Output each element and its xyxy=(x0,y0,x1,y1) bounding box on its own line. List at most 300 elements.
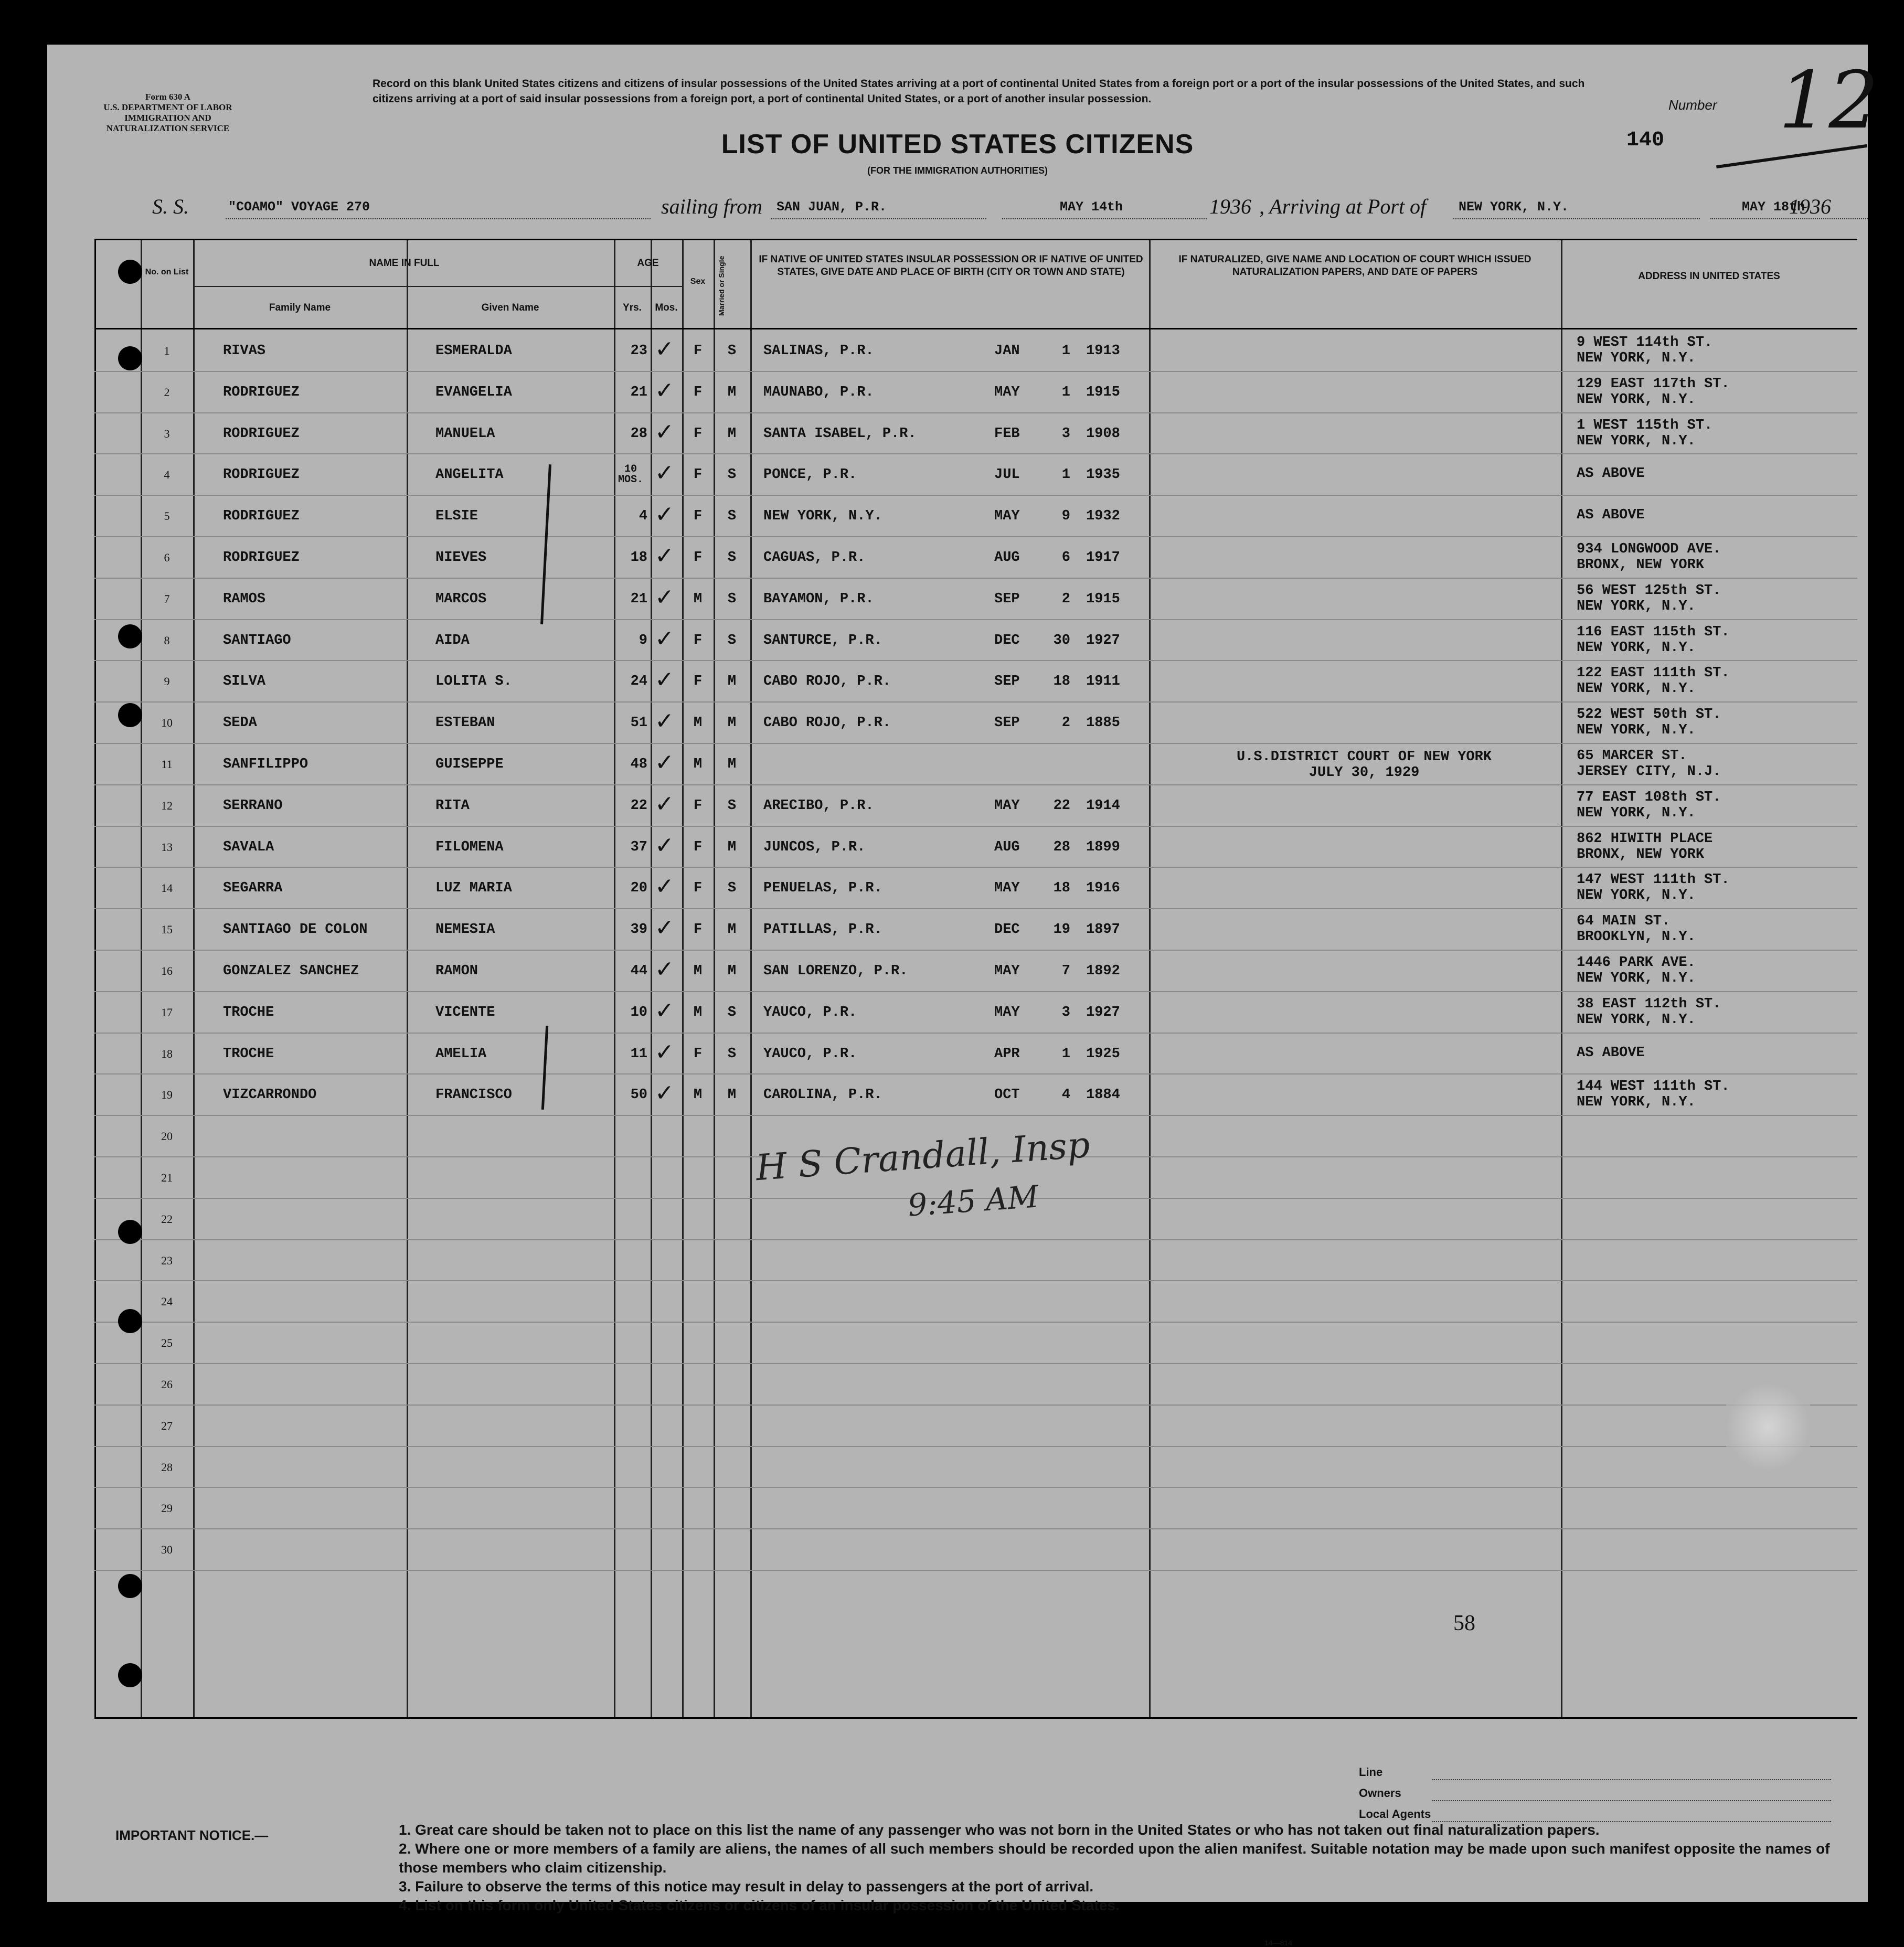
family-name: RODRIGUEZ xyxy=(223,550,300,566)
sailing-label: sailing from xyxy=(661,195,762,218)
age-years: 4 xyxy=(639,508,647,525)
sex: M xyxy=(693,1087,703,1103)
line-field xyxy=(1359,1765,1831,1786)
married-single: M xyxy=(727,425,737,442)
row-number: 18 xyxy=(161,1047,173,1060)
form-id-line: Form 630 A xyxy=(145,92,190,102)
given-name: MANUELA xyxy=(435,425,495,442)
birth-month: JUL xyxy=(994,467,1020,483)
check-mark: ✓ xyxy=(655,460,674,487)
check-mark: ✓ xyxy=(655,542,674,569)
age-years: 21 xyxy=(630,384,647,400)
line-owners-agents-block xyxy=(1359,1765,1831,1828)
table-row xyxy=(94,1488,1857,1529)
address-line-1: 122 EAST 111th ST. xyxy=(1577,665,1730,682)
given-name: RAMON xyxy=(435,963,478,979)
birth-year: 1917 xyxy=(1086,550,1120,566)
table-row xyxy=(94,413,1857,454)
form-id-line: U.S. DEPARTMENT OF LABOR xyxy=(103,102,232,112)
row-number: 13 xyxy=(161,840,173,854)
row-number: 22 xyxy=(161,1212,173,1226)
check-mark: ✓ xyxy=(655,708,674,735)
row-number: 20 xyxy=(161,1130,173,1143)
married-single: M xyxy=(727,674,737,690)
birth-month: MAY xyxy=(994,963,1020,979)
birth-place: CAGUAS, P.R. xyxy=(763,550,866,566)
address-line-1: 38 EAST 112th ST. xyxy=(1577,996,1721,1012)
birth-month xyxy=(994,744,1041,785)
table-row xyxy=(94,785,1857,826)
owners-dotted xyxy=(1432,1800,1831,1801)
header-sex: Sex xyxy=(690,277,706,286)
address-line-1: AS ABOVE xyxy=(1577,466,1645,482)
birth-day: 28 xyxy=(1053,839,1070,855)
table-row xyxy=(94,661,1857,702)
address-line-1: 1 WEST 115th ST. xyxy=(1577,417,1713,433)
birth-month: FEB xyxy=(994,425,1020,442)
given-name: FRANCISCO xyxy=(435,1087,512,1103)
married-single: S xyxy=(727,591,737,607)
form-id-line: IMMIGRATION AND xyxy=(124,113,211,123)
punch-hole xyxy=(118,260,142,284)
arrive-date: MAY 18th xyxy=(1742,199,1805,215)
birth-year: 1935 xyxy=(1086,467,1120,483)
age-years: 23 xyxy=(630,343,647,359)
address-line-2: NEW YORK, N.Y. xyxy=(1577,640,1696,656)
name-subheader-rule xyxy=(193,286,615,287)
address-line-1: 862 HIWITH PLACE xyxy=(1577,831,1713,847)
family-name: RIVAS xyxy=(223,343,266,359)
sex: F xyxy=(693,343,703,359)
married-single: S xyxy=(727,550,737,566)
from-port: SAN JUAN, P.R. xyxy=(777,199,887,215)
table-row xyxy=(94,1323,1857,1364)
birth-place: SANTA ISABEL, P.R. xyxy=(763,425,917,442)
birth-day: 22 xyxy=(1053,797,1070,814)
birth-year: 1916 xyxy=(1086,880,1120,897)
manifest-page xyxy=(47,45,1879,1947)
check-mark: ✓ xyxy=(655,832,674,859)
table-row xyxy=(94,331,1857,371)
birth-month: MAY xyxy=(994,384,1020,400)
row-number: 17 xyxy=(161,1005,173,1019)
given-name: ESMERALDA xyxy=(435,343,512,359)
row-number: 26 xyxy=(161,1378,173,1391)
married-single: M xyxy=(727,715,737,731)
row-number: 5 xyxy=(164,509,170,523)
given-name: ANGELITA xyxy=(435,467,504,483)
family-name: GONZALEZ SANCHEZ xyxy=(223,963,359,979)
arrive-port-line xyxy=(1453,218,1700,219)
table-border-top xyxy=(94,239,1857,240)
manifest-table xyxy=(94,239,1857,1718)
table-row xyxy=(94,496,1857,537)
age-years: 51 xyxy=(630,715,647,731)
header-bottom-rule xyxy=(94,328,1857,329)
address-line-2: BRONX, NEW YORK xyxy=(1577,846,1705,863)
birth-year: 1897 xyxy=(1086,922,1120,938)
birth-year: 1915 xyxy=(1086,384,1120,400)
family-name: VIZCARRONDO xyxy=(223,1087,317,1103)
sex: F xyxy=(693,797,703,814)
address-line-1: 65 MARCER ST. xyxy=(1577,748,1687,764)
birth-day: 1 xyxy=(1061,343,1070,359)
row-number: 10 xyxy=(161,716,173,730)
married-single: S xyxy=(727,632,737,648)
table-row xyxy=(94,1074,1857,1115)
family-name: SAVALA xyxy=(223,839,274,855)
address-line-1: 77 EAST 108th ST. xyxy=(1577,789,1721,805)
given-name: NEMESIA xyxy=(435,922,495,938)
table-row xyxy=(94,744,1857,785)
check-mark: ✓ xyxy=(655,625,674,652)
birth-day: 3 xyxy=(1061,425,1070,442)
sex: F xyxy=(693,922,703,938)
birth-month: SEP xyxy=(994,674,1020,690)
row-number: 23 xyxy=(161,1253,173,1267)
birth-day: 2 xyxy=(1061,591,1070,607)
birth-year: 1915 xyxy=(1086,591,1120,607)
number-value: 12 xyxy=(1779,55,1879,146)
birth-month: AUG xyxy=(994,550,1020,566)
address-line-2: NEW YORK, N.Y. xyxy=(1577,391,1696,408)
married-single: S xyxy=(727,467,737,483)
sex: F xyxy=(693,632,703,648)
header-age: AGE xyxy=(637,258,659,269)
address-line-1: 56 WEST 125th ST. xyxy=(1577,582,1721,599)
table-row xyxy=(94,537,1857,578)
header-birth: IF NATIVE OF UNITED STATES INSULAR POSSESSION OR IF NATIVE OF UNITED STATES, GIVE DATE AND PLACE OF BIRTH (CITY OR TOWN AND STATE) xyxy=(759,254,1143,278)
address-line-2: NEW YORK, N.Y. xyxy=(1577,1094,1696,1111)
birth-place: SANTURCE, P.R. xyxy=(763,632,882,648)
birth-day: 1 xyxy=(1061,1046,1070,1062)
birth-place: SALINAS, P.R. xyxy=(763,343,874,359)
married-single: M xyxy=(727,963,737,979)
address-line-2: NEW YORK, N.Y. xyxy=(1577,888,1696,904)
punch-hole xyxy=(118,1309,142,1333)
family-name: RODRIGUEZ xyxy=(223,508,300,525)
birth-year: 1885 xyxy=(1086,715,1120,731)
print-code: 14—814 xyxy=(1264,1939,1292,1947)
given-name: AIDA xyxy=(435,632,470,648)
punch-hole xyxy=(118,703,142,727)
sex: F xyxy=(693,550,703,566)
birth-month: OCT xyxy=(994,1087,1020,1103)
age-years: 10 xyxy=(630,1004,647,1020)
address-line-2: NEW YORK, N.Y. xyxy=(1577,1012,1696,1028)
married-single: M xyxy=(727,922,737,938)
punch-hole xyxy=(118,346,142,370)
family-name: SANFILIPPO xyxy=(223,757,309,772)
row-rule xyxy=(94,1570,1857,1571)
age-years: 37 xyxy=(630,839,647,855)
sex: F xyxy=(693,384,703,400)
faded-stamp xyxy=(1726,1382,1810,1472)
birth-year: 1892 xyxy=(1086,963,1120,979)
birth-year: 1925 xyxy=(1086,1046,1120,1062)
address-line-1: 64 MAIN ST. xyxy=(1577,913,1671,930)
address-line-2: NEW YORK, N.Y. xyxy=(1577,805,1696,821)
family-name: RODRIGUEZ xyxy=(223,384,300,400)
check-mark: ✓ xyxy=(655,418,674,445)
birth-day: 1 xyxy=(1061,384,1070,400)
sex: M xyxy=(693,715,703,731)
age-years: 9 xyxy=(639,632,647,648)
given-name: NIEVES xyxy=(435,550,487,566)
married-single: S xyxy=(727,797,737,814)
birth-day: 4 xyxy=(1061,1087,1070,1103)
family-name: SERRANO xyxy=(223,797,283,814)
table-row xyxy=(94,992,1857,1033)
birth-year: 1913 xyxy=(1086,343,1120,359)
birth-place: CAROLINA, P.R. xyxy=(763,1087,882,1103)
check-mark: ✓ xyxy=(655,790,674,817)
header-naturalized: IF NATURALIZED, GIVE NAME AND LOCATION OF COURT WHICH ISSUED NATURALIZATION PAPERS, AND DATE OF PAPERS xyxy=(1178,254,1531,278)
notice-item: 3. Failure to observe the terms of this notice may result in delay to passengers at the port of arrival. xyxy=(399,1878,1094,1895)
given-name: GUISEPPE xyxy=(435,757,504,772)
row-number: 12 xyxy=(161,799,173,812)
table-row xyxy=(94,1281,1857,1322)
address-line-1: AS ABOVE xyxy=(1577,507,1645,524)
punch-hole xyxy=(118,1663,142,1687)
given-name: LOLITA S. xyxy=(435,674,512,690)
birth-day: 2 xyxy=(1061,715,1070,731)
page-number: 58 xyxy=(1453,1611,1475,1635)
given-name: EVANGELIA xyxy=(435,384,512,400)
header-married-single: Married or Single xyxy=(717,256,726,316)
header-address: ADDRESS IN UNITED STATES xyxy=(1638,271,1780,282)
row-number: 4 xyxy=(164,468,170,482)
notice-item: 1. Great care should be taken not to place on this list the name of any passenger who was not born in the United States or who has not taken out final naturalization papers. xyxy=(399,1822,1600,1838)
age-years: 21 xyxy=(630,591,647,607)
address-line-2: NEW YORK, N.Y. xyxy=(1577,971,1696,986)
extra-number: 140 xyxy=(1626,129,1665,152)
intro-text: Record on this blank United States citizens and citizens of insular possessions of the United States arriving at a port of continental United States from a foreign port or a port of the insular possessions of the United States, and such citizens arriving at a port of said insular possessions from a foreign port, a port of continental United States, or a port of another insular possession. xyxy=(373,78,1585,105)
table-row xyxy=(94,703,1857,743)
birth-day: 1 xyxy=(1061,467,1070,483)
notice-list xyxy=(399,1821,1847,1915)
sex: F xyxy=(693,508,703,525)
sex: F xyxy=(693,839,703,855)
sex: F xyxy=(693,880,703,897)
table-row xyxy=(94,1034,1857,1074)
check-mark: ✓ xyxy=(655,377,674,404)
birth-year xyxy=(1086,744,1144,785)
address-line-2: NEW YORK, N.Y. xyxy=(1577,681,1696,697)
birth-month: MAY xyxy=(994,508,1020,525)
family-name: SANTIAGO DE COLON xyxy=(223,922,368,938)
birth-place: JUNCOS, P.R. xyxy=(763,839,866,855)
address-line-2: BRONX, NEW YORK xyxy=(1577,557,1705,573)
notice-item: 4. List on this form only United States citizens or citizens of an insular possession of the United States. xyxy=(399,1897,1120,1913)
row-number: 2 xyxy=(164,385,170,399)
given-name: AMELIA xyxy=(435,1046,487,1062)
table-row xyxy=(94,372,1857,413)
ship-name: "COAMO" VOYAGE 270 xyxy=(228,199,370,215)
table-row xyxy=(94,1240,1857,1281)
table-border-bottom xyxy=(94,1717,1857,1719)
row-number: 3 xyxy=(164,427,170,440)
given-name: RITA xyxy=(435,797,470,814)
birth-day: 30 xyxy=(1053,632,1070,648)
birth-day: 6 xyxy=(1061,550,1070,566)
sex: F xyxy=(693,1046,703,1062)
age-years: 18 xyxy=(630,550,647,566)
birth-month: APR xyxy=(994,1046,1020,1062)
address-line-1: 147 WEST 111th ST. xyxy=(1577,872,1730,888)
punch-hole xyxy=(118,1574,142,1598)
address-line-2: NEW YORK, N.Y. xyxy=(1577,598,1696,614)
birth-place: SAN LORENZO, P.R. xyxy=(763,963,908,979)
sex: M xyxy=(693,1004,703,1020)
married-single: S xyxy=(727,343,737,359)
row-number: 25 xyxy=(161,1336,173,1350)
punch-hole xyxy=(118,1220,142,1244)
birth-day xyxy=(1039,744,1070,785)
check-mark: ✓ xyxy=(655,583,674,611)
row-number: 15 xyxy=(161,923,173,937)
birth-year: 1914 xyxy=(1086,797,1120,814)
table-row xyxy=(94,1447,1857,1488)
row-number: 16 xyxy=(161,964,173,977)
table-row xyxy=(94,868,1857,909)
birth-place: BAYAMON, P.R. xyxy=(763,591,874,607)
check-mark: ✓ xyxy=(655,997,674,1024)
birth-day: 9 xyxy=(1061,508,1070,525)
birth-month: JAN xyxy=(994,343,1020,359)
line-dotted xyxy=(1432,1779,1831,1780)
address-line-1: 144 WEST 111th ST. xyxy=(1577,1079,1730,1095)
row-number: 8 xyxy=(164,633,170,647)
given-name: VICENTE xyxy=(435,1004,495,1020)
number-label: Number xyxy=(1668,97,1717,113)
family-name: RODRIGUEZ xyxy=(223,425,300,442)
address-line-2: NEW YORK, N.Y. xyxy=(1577,722,1696,739)
address-line-1: 934 LONGWOOD AVE. xyxy=(1577,541,1721,557)
birth-year: 1927 xyxy=(1086,1004,1120,1020)
family-name: RAMOS xyxy=(223,591,266,607)
notice-item: 2. Where one or more members of a family are aliens, the names of all such members should be recorded upon the alien manifest. Suitable notation may be made upon such manifest opposite the names of those members who claim citizenship. xyxy=(399,1840,1830,1876)
sex: M xyxy=(693,757,703,772)
address-line-1: 522 WEST 50th ST. xyxy=(1577,707,1721,723)
table-row xyxy=(94,909,1857,950)
sex: F xyxy=(693,425,703,442)
given-name: ELSIE xyxy=(435,508,478,525)
birth-year: 1884 xyxy=(1086,1087,1120,1103)
address-line-2: BROOKLYN, N.Y. xyxy=(1577,929,1696,945)
ss-label: S. S. xyxy=(152,195,189,218)
header-given-name: Given Name xyxy=(481,302,539,313)
married-single: S xyxy=(727,508,737,525)
row-number: 7 xyxy=(164,592,170,605)
row-number: 27 xyxy=(161,1419,173,1432)
married-single: S xyxy=(727,1004,737,1020)
row-number: 9 xyxy=(164,675,170,688)
row-number: 30 xyxy=(161,1543,173,1557)
voyage-line xyxy=(152,194,1857,220)
birth-place: YAUCO, P.R. xyxy=(763,1004,857,1020)
check-mark: ✓ xyxy=(655,956,674,983)
birth-month: SEP xyxy=(994,591,1020,607)
sex: M xyxy=(693,591,703,607)
age-years: 20 xyxy=(630,880,647,897)
birth-month: MAY xyxy=(994,880,1020,897)
birth-place xyxy=(763,744,984,785)
address-line-1: 116 EAST 115th ST. xyxy=(1577,624,1730,640)
table-row xyxy=(94,620,1857,661)
agents-label: Local Agents xyxy=(1359,1807,1431,1821)
birth-day: 19 xyxy=(1053,922,1070,938)
sex: M xyxy=(693,963,703,979)
birth-year: 1932 xyxy=(1086,508,1120,525)
owners-label: Owners xyxy=(1359,1786,1401,1800)
age-years: 10 MOS. xyxy=(618,463,643,486)
check-mark: ✓ xyxy=(655,666,674,694)
family-name: TROCHE xyxy=(223,1046,274,1062)
married-single: S xyxy=(727,1046,737,1062)
address-line-2: NEW YORK, N.Y. xyxy=(1577,433,1696,449)
family-name: SEGARRA xyxy=(223,880,283,897)
birth-day: 3 xyxy=(1061,1004,1070,1020)
birth-month: AUG xyxy=(994,839,1020,855)
age-years: 24 xyxy=(630,674,647,690)
header-yrs: Yrs. xyxy=(623,302,642,313)
header-family-name: Family Name xyxy=(269,302,331,313)
table-row xyxy=(94,951,1857,992)
check-mark: ✓ xyxy=(655,914,674,942)
depart-year: 1936 xyxy=(1209,195,1251,218)
birth-day: 7 xyxy=(1061,963,1070,979)
header-mos: Mos. xyxy=(655,302,678,313)
table-row xyxy=(94,1529,1857,1570)
ship-line xyxy=(226,218,651,219)
row-number: 11 xyxy=(161,758,173,771)
birth-place: PATILLAS, P.R. xyxy=(763,922,882,938)
table-row xyxy=(94,1406,1857,1446)
married-single: M xyxy=(727,757,737,772)
given-name: MARCOS xyxy=(435,591,487,607)
from-port-line xyxy=(771,218,986,219)
birth-month: SEP xyxy=(994,715,1020,731)
check-mark: ✓ xyxy=(655,501,674,528)
birth-place: PONCE, P.R. xyxy=(763,467,857,483)
check-mark: ✓ xyxy=(655,1038,674,1066)
age-subheader-rule xyxy=(614,286,682,287)
birth-place: MAUNABO, P.R. xyxy=(763,384,874,400)
line-label: Line xyxy=(1359,1765,1383,1779)
inspector-signature: H S Crandall, Insp xyxy=(754,1124,1091,1189)
age-years: 39 xyxy=(630,922,647,938)
birth-place: CABO ROJO, P.R. xyxy=(763,674,891,690)
birth-year: 1927 xyxy=(1086,632,1120,648)
row-number: 14 xyxy=(161,881,173,895)
birth-month: MAY xyxy=(994,1004,1020,1020)
table-row xyxy=(94,827,1857,868)
birth-year: 1911 xyxy=(1086,674,1120,690)
birth-place: CABO ROJO, P.R. xyxy=(763,715,891,731)
birth-place: YAUCO, P.R. xyxy=(763,1046,857,1062)
check-mark: ✓ xyxy=(655,749,674,776)
birth-month: DEC xyxy=(994,922,1020,938)
row-number: 6 xyxy=(164,551,170,564)
row-number: 28 xyxy=(161,1460,173,1474)
row-number: 24 xyxy=(161,1295,173,1308)
address-line-2: NEW YORK, N.Y. xyxy=(1577,350,1696,366)
age-years: 22 xyxy=(630,797,647,814)
married-single: M xyxy=(727,1087,737,1103)
row-number: 19 xyxy=(161,1088,173,1102)
punch-hole xyxy=(118,624,142,648)
